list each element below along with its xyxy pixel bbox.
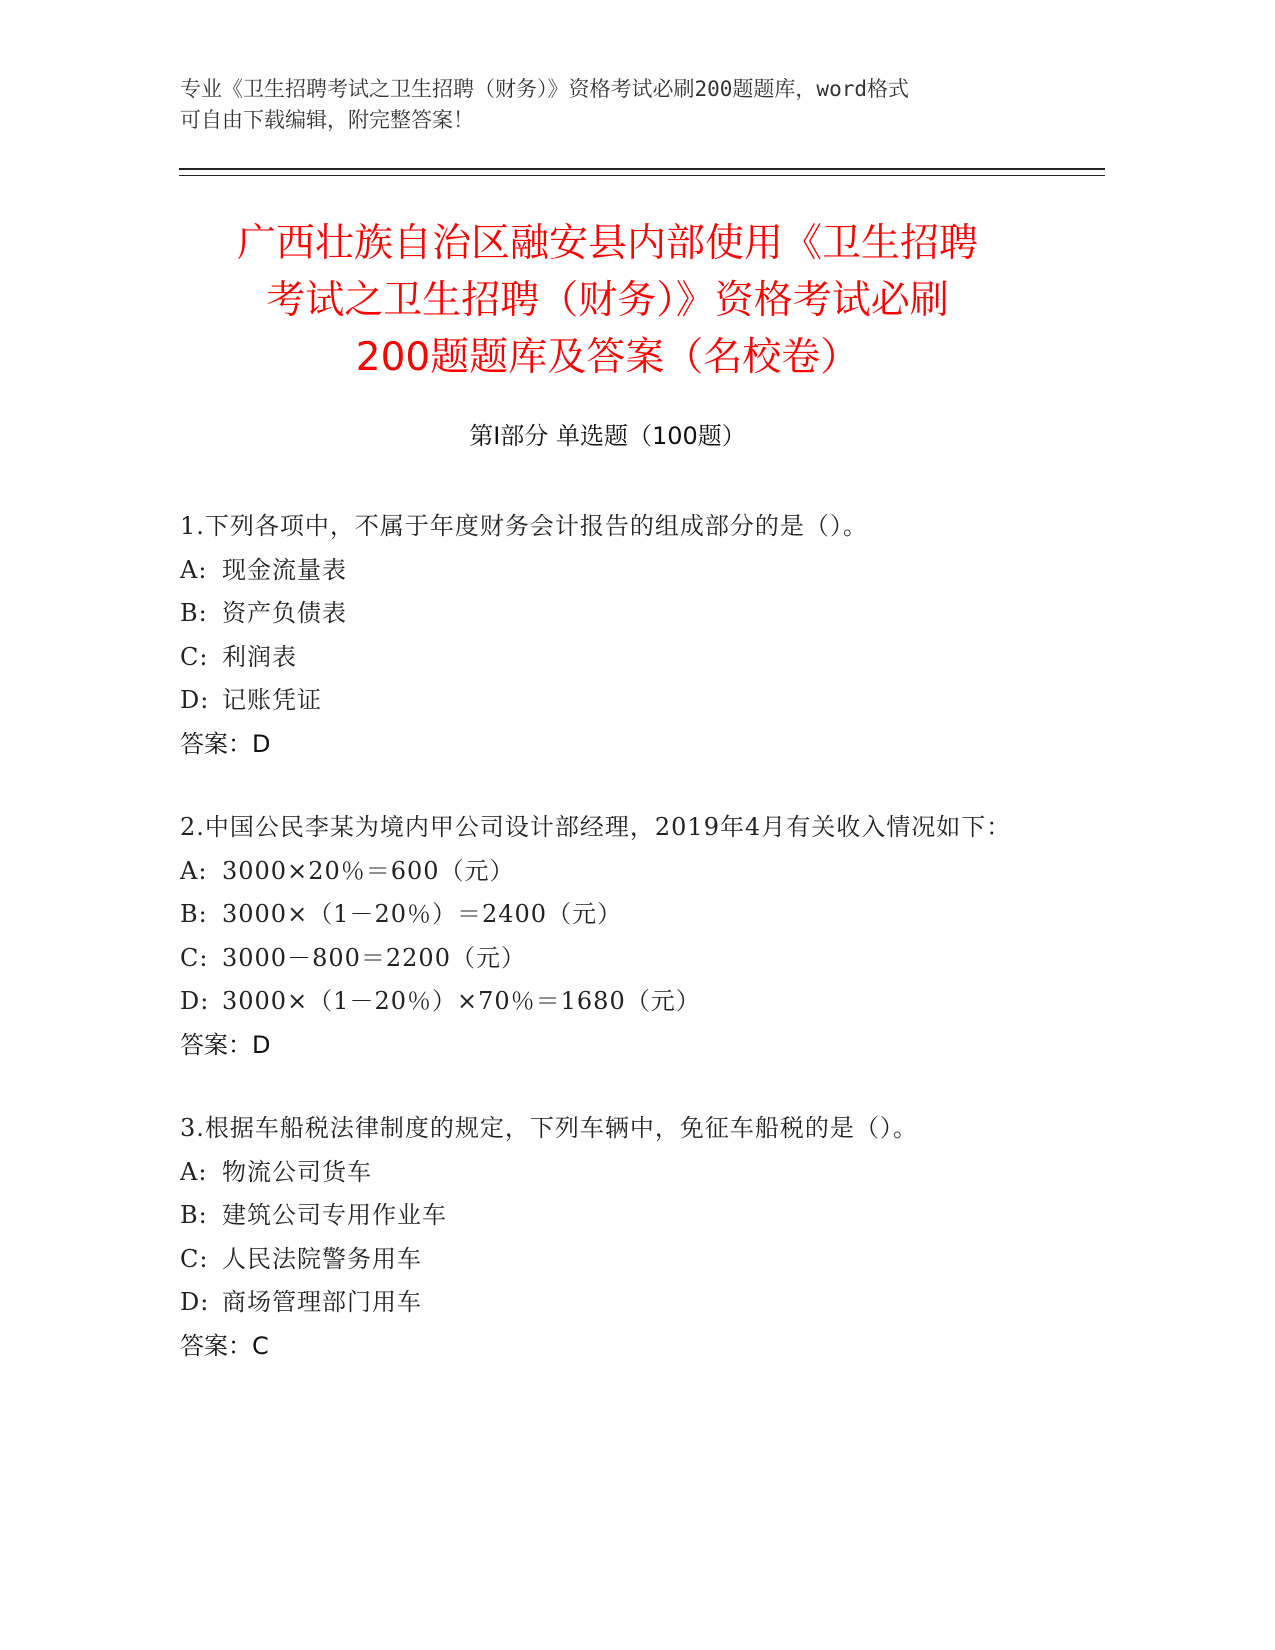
option-letter: B:: [180, 900, 208, 928]
option-text: 记账凭证: [222, 686, 322, 714]
document-title-line-2: 考试之卫生招聘（财务）》资格考试必刷: [266, 278, 949, 323]
question-1: [180, 505, 1030, 766]
option-letter: A:: [180, 1157, 208, 1186]
header-divider-thin: [179, 175, 1105, 176]
option-d: [180, 679, 1030, 723]
option-b: [180, 1194, 1030, 1238]
option-text: 现金流量表: [222, 555, 347, 584]
option-a: [180, 850, 1030, 894]
option-letter: C:: [180, 943, 209, 972]
answer-line: 答案：D: [180, 729, 271, 758]
option-a: [180, 549, 1030, 593]
question-2: [180, 806, 1030, 1067]
option-text: 3000×20％＝600（元）: [222, 856, 515, 885]
header-divider-thick: [179, 168, 1105, 170]
option-letter: D:: [180, 1288, 210, 1316]
option-text: 3000－800＝2200（元）: [222, 943, 526, 972]
header-note-line-1: 专业《卫生招聘考试之卫生招聘（财务）》资格考试必刷200题题库，word格式: [180, 77, 909, 101]
option-c: [180, 937, 1030, 981]
option-letter: B:: [180, 599, 208, 627]
option-text: 利润表: [222, 642, 297, 671]
answer-line: 答案：C: [180, 1331, 269, 1360]
option-letter: C:: [180, 1244, 209, 1273]
option-text: 商场管理部门用车: [222, 1288, 422, 1316]
option-letter: A:: [180, 856, 208, 885]
option-text: 建筑公司专用作业车: [222, 1201, 447, 1229]
option-a: [180, 1151, 1030, 1195]
option-letter: D:: [180, 987, 210, 1015]
option-letter: B:: [180, 1201, 208, 1229]
option-letter: D:: [180, 686, 210, 714]
document-title-line-3: 200题题库及答案（名校卷）: [355, 335, 860, 380]
option-letter: A:: [180, 555, 208, 584]
option-text: 资产负债表: [222, 599, 347, 627]
option-c: [180, 1238, 1030, 1282]
option-text: 3000×（1－20％）＝2400（元）: [222, 900, 623, 928]
header-note-line-2: 可自由下载编辑，附完整答案！: [180, 108, 474, 132]
option-letter: C:: [180, 642, 209, 671]
option-c: [180, 636, 1030, 680]
answer-line: 答案：D: [180, 1030, 271, 1059]
option-text: 人民法院警务用车: [222, 1244, 422, 1273]
section-heading: 第Ⅰ部分 单选题（100题）: [469, 422, 746, 450]
option-text: 3000×（1－20％）×70％＝1680（元）: [222, 987, 701, 1015]
question-stem: 3.根据车船税法律制度的规定，下列车辆中，免征车船税的是（）。: [180, 1114, 918, 1142]
question-stem: 1.下列各项中，不属于年度财务会计报告的组成部分的是（）。: [180, 512, 868, 540]
header-note: [180, 74, 1040, 136]
option-b: [180, 592, 1030, 636]
document-title-line-1: 广西壮族自治区融安县内部使用《卫生招聘: [236, 221, 978, 266]
option-d: [180, 1281, 1030, 1325]
question-3: [180, 1107, 1030, 1368]
question-list: [180, 505, 1030, 1408]
option-b: [180, 893, 1030, 937]
option-text: 物流公司货车: [222, 1157, 372, 1186]
document-title: [160, 215, 1055, 386]
option-d: [180, 980, 1030, 1024]
question-stem: 2.中国公民李某为境内甲公司设计部经理，2019年4月有关收入情况如下：: [180, 813, 1012, 841]
